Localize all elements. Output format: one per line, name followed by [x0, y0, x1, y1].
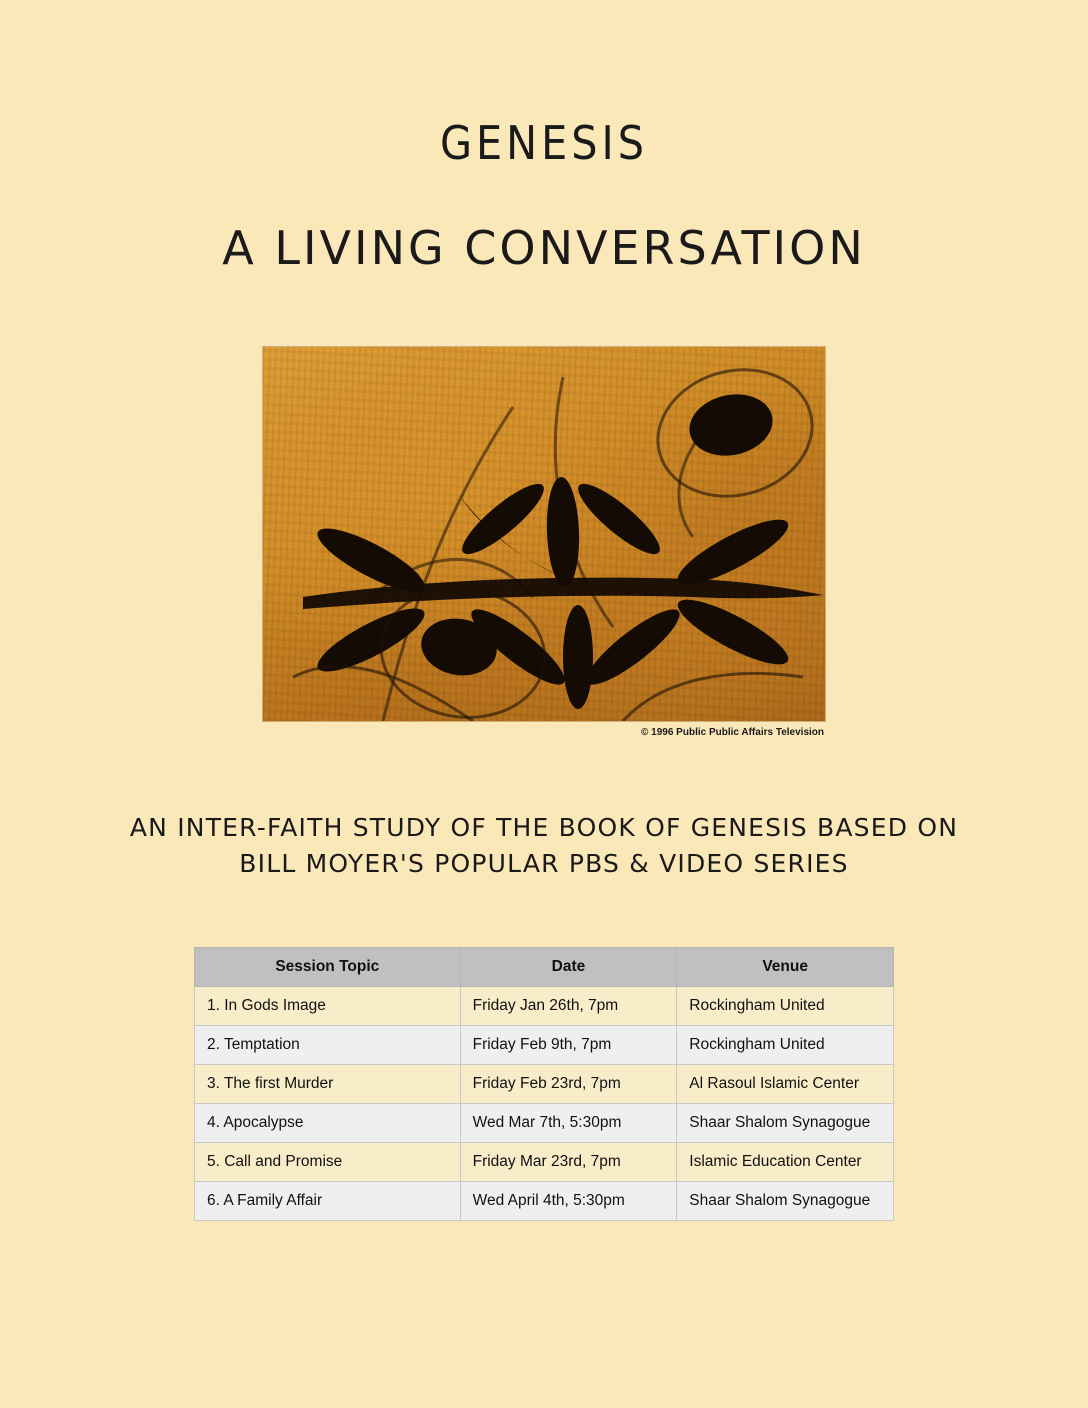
artwork-strokes [263, 347, 825, 721]
cell-topic: 1. In Gods Image [195, 986, 461, 1025]
title-block [0, 0, 1088, 273]
tagline-line-2: BILL MOYER'S POPULAR PBS & VIDEO SERIES [239, 849, 849, 879]
cell-topic: 3. The first Murder [195, 1064, 461, 1103]
table-row [195, 1142, 894, 1181]
artwork-credit [262, 727, 826, 738]
cell-venue: Shaar Shalom Synagogue [677, 1103, 894, 1142]
cell-topic: 5. Call and Promise [195, 1142, 461, 1181]
artwork-container [0, 347, 1088, 721]
cell-venue: Shaar Shalom Synagogue [677, 1181, 894, 1220]
page-subtitle: A LIVING CONVERSATION [222, 220, 866, 275]
schedule-table [194, 947, 894, 1221]
page-title: GENESIS [439, 116, 649, 170]
cell-topic: 6. A Family Affair [195, 1181, 461, 1220]
column-header-session-topic: Session Topic [195, 947, 461, 986]
cell-topic: 4. Apocalypse [195, 1103, 461, 1142]
table-row [195, 1064, 894, 1103]
cell-date: Wed Mar 7th, 5:30pm [460, 1103, 677, 1142]
table-row [195, 1025, 894, 1064]
schedule-table-body [195, 986, 894, 1220]
artwork-credit-text: © 1996 Public Public Affairs Television [641, 727, 824, 739]
cell-date: Friday Jan 26th, 7pm [460, 986, 677, 1025]
tagline [0, 810, 1088, 883]
cell-venue: Rockingham United [677, 1025, 894, 1064]
column-header-date: Date [460, 947, 677, 986]
cell-date: Friday Feb 23rd, 7pm [460, 1064, 677, 1103]
table-row [195, 1181, 894, 1220]
cell-date: Friday Mar 23rd, 7pm [460, 1142, 677, 1181]
cell-venue: Al Rasoul Islamic Center [677, 1064, 894, 1103]
tagline-line-1: AN INTER-FAITH STUDY OF THE BOOK OF GENESIS BASED ON [129, 813, 959, 843]
table-header-row [195, 947, 894, 986]
cell-venue: Rockingham United [677, 986, 894, 1025]
schedule-table-container [194, 947, 894, 1221]
table-row [195, 986, 894, 1025]
cell-date: Wed April 4th, 5:30pm [460, 1181, 677, 1220]
cell-venue: Islamic Education Center [677, 1142, 894, 1181]
cell-topic: 2. Temptation [195, 1025, 461, 1064]
schedule-table-head [195, 947, 894, 986]
column-header-venue: Venue [677, 947, 894, 986]
table-row [195, 1103, 894, 1142]
genesis-branch-painting [263, 347, 825, 721]
cell-date: Friday Feb 9th, 7pm [460, 1025, 677, 1064]
